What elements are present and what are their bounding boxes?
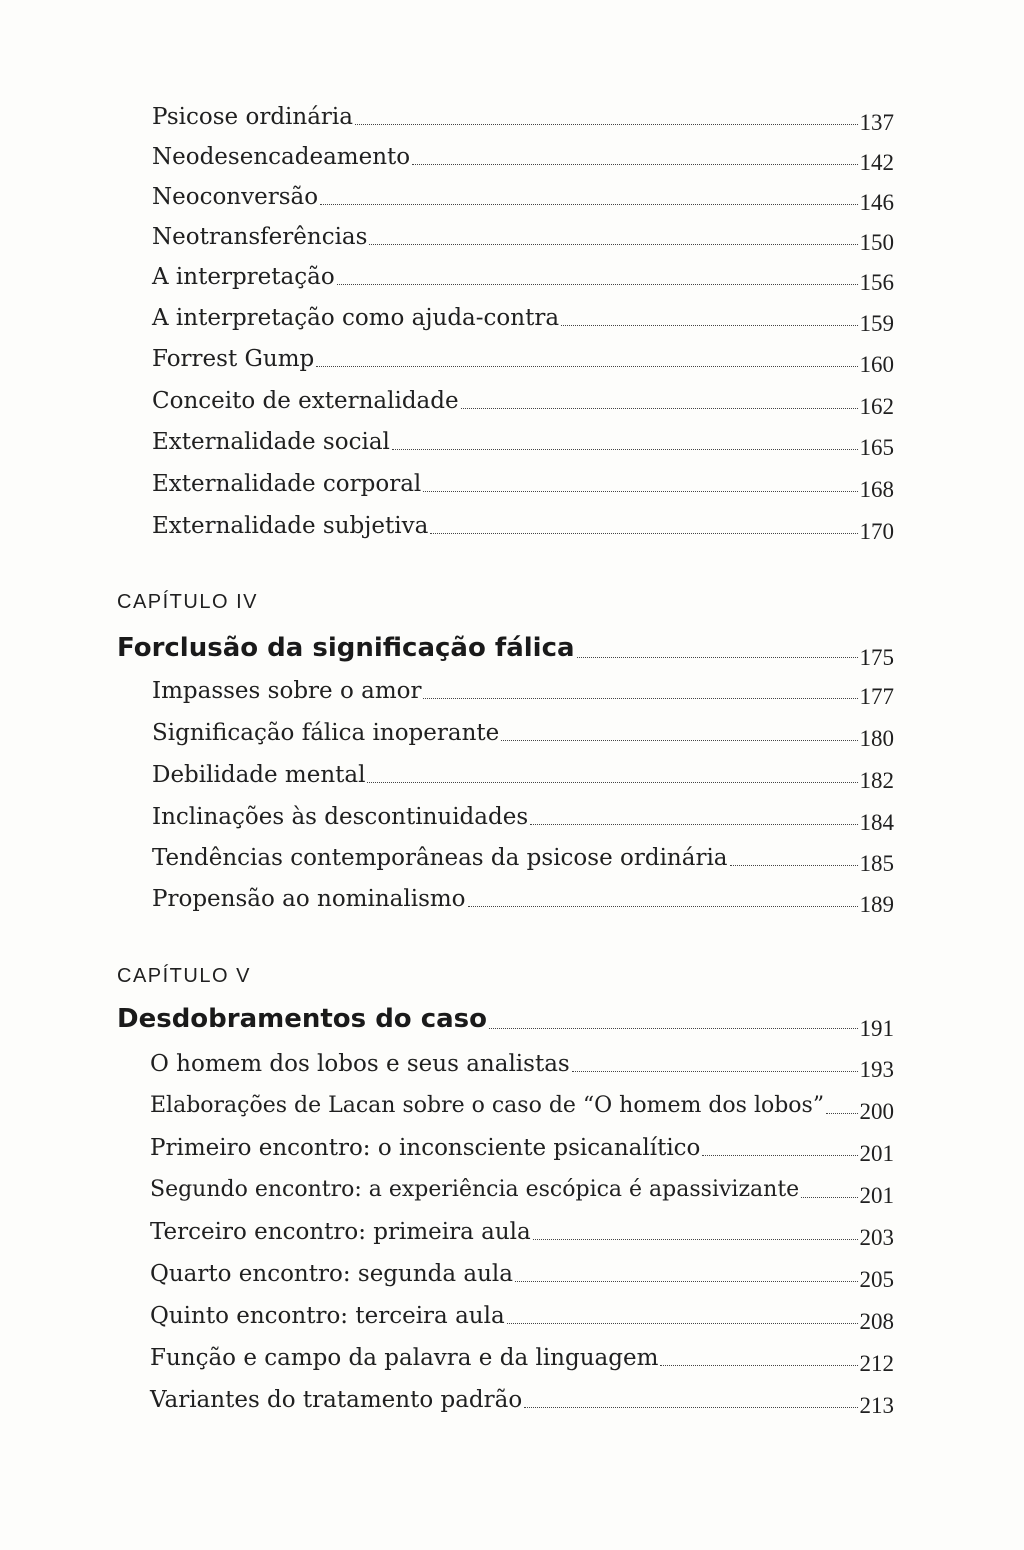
chapter-title: Desdobramentos do caso bbox=[117, 1004, 488, 1034]
dot-leader bbox=[392, 448, 858, 450]
dot-leader bbox=[572, 1070, 858, 1072]
entry-page-number: 162 bbox=[859, 394, 894, 419]
entry-title: Quarto encontro: segunda aula bbox=[150, 1261, 513, 1287]
dot-leader bbox=[369, 243, 857, 245]
dot-leader bbox=[826, 1112, 857, 1114]
dot-leader bbox=[316, 365, 857, 367]
toc-entry bbox=[152, 712, 894, 751]
entry-page-number: 160 bbox=[859, 352, 894, 377]
dot-leader bbox=[730, 864, 858, 866]
entry-title: Neoconversão bbox=[152, 184, 319, 210]
entry-page-number: 182 bbox=[859, 768, 894, 793]
dot-leader bbox=[337, 283, 858, 285]
toc-entry bbox=[152, 421, 894, 460]
toc-entry bbox=[152, 216, 894, 255]
dot-leader bbox=[801, 1196, 857, 1198]
chapter-heading bbox=[117, 625, 894, 670]
toc-entry bbox=[152, 380, 894, 419]
toc-entry bbox=[150, 1295, 894, 1334]
toc-entry bbox=[152, 796, 894, 835]
chapter-heading bbox=[117, 996, 894, 1041]
toc-entry bbox=[152, 338, 894, 377]
dot-leader bbox=[430, 532, 857, 534]
entry-title: Debilidade mental bbox=[152, 762, 366, 788]
chapter-page-number: 191 bbox=[859, 1016, 894, 1041]
dot-leader bbox=[320, 203, 857, 205]
toc-entry bbox=[152, 878, 894, 917]
dot-leader bbox=[501, 739, 857, 741]
entry-title: Inclinações às descontinuidades bbox=[152, 804, 529, 830]
toc-entry bbox=[150, 1085, 894, 1124]
entry-page-number: 159 bbox=[859, 311, 894, 336]
toc-entry bbox=[152, 463, 894, 502]
entry-page-number: 150 bbox=[859, 230, 894, 255]
toc-entry bbox=[152, 670, 894, 709]
entry-title: Segundo encontro: a experiência escópica é apassivizante bbox=[150, 1177, 800, 1202]
entry-page-number: 184 bbox=[859, 810, 894, 835]
dot-leader bbox=[702, 1154, 857, 1156]
entry-page-number: 201 bbox=[859, 1183, 894, 1208]
dot-leader bbox=[412, 163, 857, 165]
dot-leader bbox=[461, 407, 858, 409]
entry-page-number: 201 bbox=[859, 1141, 894, 1166]
entry-page-number: 156 bbox=[859, 270, 894, 295]
toc-entry bbox=[152, 256, 894, 295]
entry-title: Impasses sobre o amor bbox=[152, 678, 422, 704]
dot-leader bbox=[423, 697, 857, 699]
entry-page-number: 189 bbox=[859, 892, 894, 917]
chapter-title: Forclusão da significação fálica bbox=[117, 633, 575, 663]
entry-title: Tendências contemporâneas da psicose ordinária bbox=[152, 845, 728, 871]
entry-title: Neodesencadeamento bbox=[152, 144, 411, 170]
entry-title: Terceiro encontro: primeira aula bbox=[150, 1219, 531, 1245]
entry-page-number: 193 bbox=[859, 1057, 894, 1082]
toc-entry bbox=[150, 1043, 894, 1082]
entry-title: Forrest Gump bbox=[152, 346, 315, 372]
toc-entry bbox=[152, 297, 894, 336]
entry-page-number: 177 bbox=[859, 684, 894, 709]
entry-title: Neotransferências bbox=[152, 224, 368, 250]
entry-title: Significação fálica inoperante bbox=[152, 720, 500, 746]
entry-title: Função e campo da palavra e da linguagem bbox=[150, 1345, 659, 1371]
toc-entry bbox=[152, 754, 894, 793]
dot-leader bbox=[507, 1322, 858, 1324]
toc-entry bbox=[150, 1337, 894, 1376]
entry-title: A interpretação como ajuda-contra bbox=[152, 305, 560, 331]
entry-page-number: 185 bbox=[859, 851, 894, 876]
entry-page-number: 180 bbox=[859, 726, 894, 751]
entry-title: Externalidade corporal bbox=[152, 471, 422, 497]
dot-leader bbox=[355, 123, 858, 125]
toc-entry bbox=[150, 1169, 894, 1208]
dot-leader bbox=[577, 656, 858, 658]
entry-title: O homem dos lobos e seus analistas bbox=[150, 1051, 570, 1077]
dot-leader bbox=[561, 324, 857, 326]
dot-leader bbox=[530, 823, 857, 825]
entry-title: Elaborações de Lacan sobre o caso de “O homem dos lobos” bbox=[150, 1093, 825, 1118]
entry-page-number: 137 bbox=[859, 110, 894, 135]
chapter-label: CAPÍTULO IV bbox=[117, 591, 258, 613]
entry-page-number: 212 bbox=[859, 1351, 894, 1376]
dot-leader bbox=[489, 1027, 857, 1029]
entry-title: Primeiro encontro: o inconsciente psicanalítico bbox=[150, 1135, 701, 1161]
chapter-page-number: 175 bbox=[859, 645, 894, 670]
toc-entry bbox=[150, 1253, 894, 1292]
entry-title: Psicose ordinária bbox=[152, 104, 353, 130]
entry-title: Propensão ao nominalismo bbox=[152, 886, 466, 912]
dot-leader bbox=[423, 490, 857, 492]
toc-entry bbox=[152, 837, 894, 876]
dot-leader bbox=[468, 905, 858, 907]
entry-page-number: 203 bbox=[859, 1225, 894, 1250]
entry-page-number: 205 bbox=[859, 1267, 894, 1292]
entry-page-number: 165 bbox=[859, 435, 894, 460]
entry-title: A interpretação bbox=[152, 264, 335, 290]
entry-page-number: 146 bbox=[859, 190, 894, 215]
toc-entry bbox=[152, 176, 894, 215]
toc-entry bbox=[152, 136, 894, 175]
dot-leader bbox=[660, 1364, 857, 1366]
toc-entry bbox=[152, 96, 894, 135]
entry-title: Variantes do tratamento padrão bbox=[150, 1387, 523, 1413]
toc-entry bbox=[150, 1127, 894, 1166]
dot-leader bbox=[524, 1406, 857, 1408]
entry-page-number: 170 bbox=[859, 519, 894, 544]
entry-page-number: 168 bbox=[859, 477, 894, 502]
chapter-label: CAPÍTULO V bbox=[117, 965, 251, 987]
entry-page-number: 213 bbox=[859, 1393, 894, 1418]
entry-title: Quinto encontro: terceira aula bbox=[150, 1303, 505, 1329]
toc-entry bbox=[150, 1211, 894, 1250]
entry-title: Conceito de externalidade bbox=[152, 388, 459, 414]
entry-title: Externalidade social bbox=[152, 429, 390, 455]
entry-page-number: 208 bbox=[859, 1309, 894, 1334]
toc-entry bbox=[152, 505, 894, 544]
dot-leader bbox=[515, 1280, 858, 1282]
entry-page-number: 200 bbox=[859, 1099, 894, 1124]
toc-entry bbox=[150, 1379, 894, 1418]
dot-leader bbox=[367, 781, 857, 783]
entry-page-number: 142 bbox=[859, 150, 894, 175]
dot-leader bbox=[533, 1238, 858, 1240]
entry-title: Externalidade subjetiva bbox=[152, 513, 429, 539]
